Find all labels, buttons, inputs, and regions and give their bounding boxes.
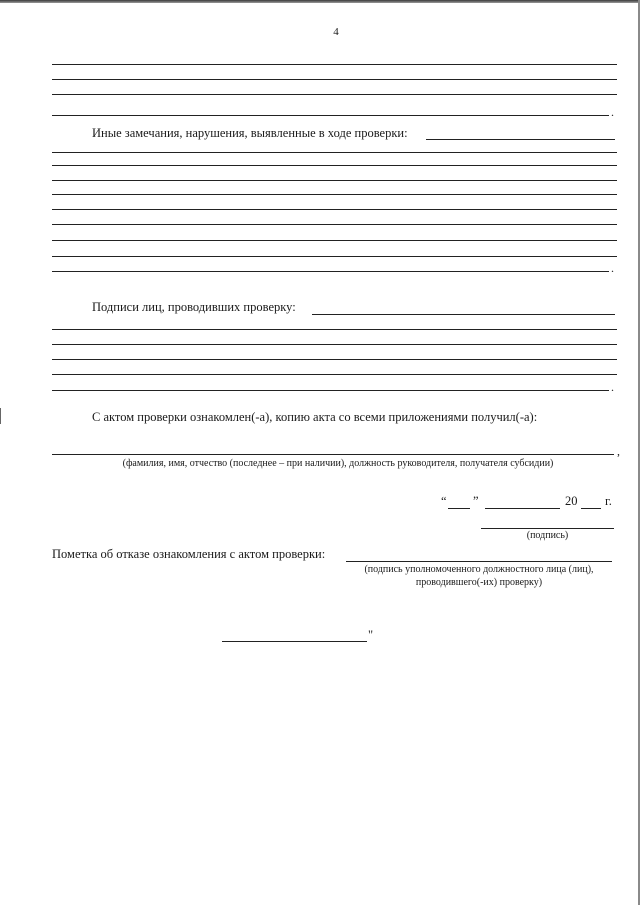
fill-line — [52, 240, 617, 241]
date-day-line — [448, 508, 470, 509]
fill-line — [52, 180, 617, 181]
signature-line — [481, 528, 614, 529]
fill-line — [52, 165, 617, 166]
fill-line — [52, 152, 617, 153]
remarks-label: Иные замечания, нарушения, выявленные в ходе проверки: — [92, 126, 408, 140]
line-period: . — [611, 261, 614, 275]
line-period: . — [611, 380, 614, 394]
acquaintance-label: С актом проверки ознакомлен(-а), копию акта со всеми приложениями получил(-а): — [92, 410, 538, 424]
date-year-suffix: г. — [605, 494, 612, 508]
acquaintance-line — [52, 454, 614, 455]
date-year-line — [581, 508, 601, 509]
refusal-label: Пометка об отказе ознакомления с актом проверки: — [52, 547, 326, 561]
fill-line — [52, 194, 617, 195]
signatures-inline-line — [312, 314, 615, 315]
acquaintance-comma: , — [617, 444, 620, 458]
fill-line — [52, 359, 617, 360]
fill-line — [52, 344, 617, 345]
closing-mark: " — [368, 628, 374, 642]
scan-edge-left-mark — [0, 408, 1, 424]
date-month-line — [485, 508, 560, 509]
signature-caption: (подпись) — [526, 530, 569, 541]
fill-line — [52, 64, 617, 65]
fill-line — [52, 209, 617, 210]
line-period: . — [611, 105, 614, 119]
fill-line — [52, 94, 617, 95]
remarks-inline-line — [426, 139, 615, 140]
date-year-prefix: 20 — [565, 494, 578, 508]
refusal-caption-line2: проводившего(-их) проверку) — [415, 577, 543, 588]
fill-line — [52, 374, 617, 375]
fill-line — [52, 115, 609, 116]
refusal-caption-line1: (подпись уполномоченного должностного лица (лиц), — [364, 564, 594, 575]
acquaintance-caption: (фамилия, имя, отчество (последнее – при наличии), должность руководителя, получателя субсидии) — [122, 458, 554, 469]
fill-line — [52, 256, 617, 257]
closing-line — [222, 641, 367, 642]
scan-edge-top — [0, 0, 640, 3]
signatures-label: Подписи лиц, проводивших проверку: — [92, 300, 296, 314]
fill-line — [52, 224, 617, 225]
fill-line — [52, 329, 617, 330]
date-close-quote: ” — [473, 494, 479, 508]
fill-line — [52, 79, 617, 80]
fill-line — [52, 271, 609, 272]
fill-line — [52, 390, 609, 391]
date-open-quote: “ — [441, 494, 447, 508]
refusal-line — [346, 561, 612, 562]
page-number: 4 — [333, 26, 339, 38]
